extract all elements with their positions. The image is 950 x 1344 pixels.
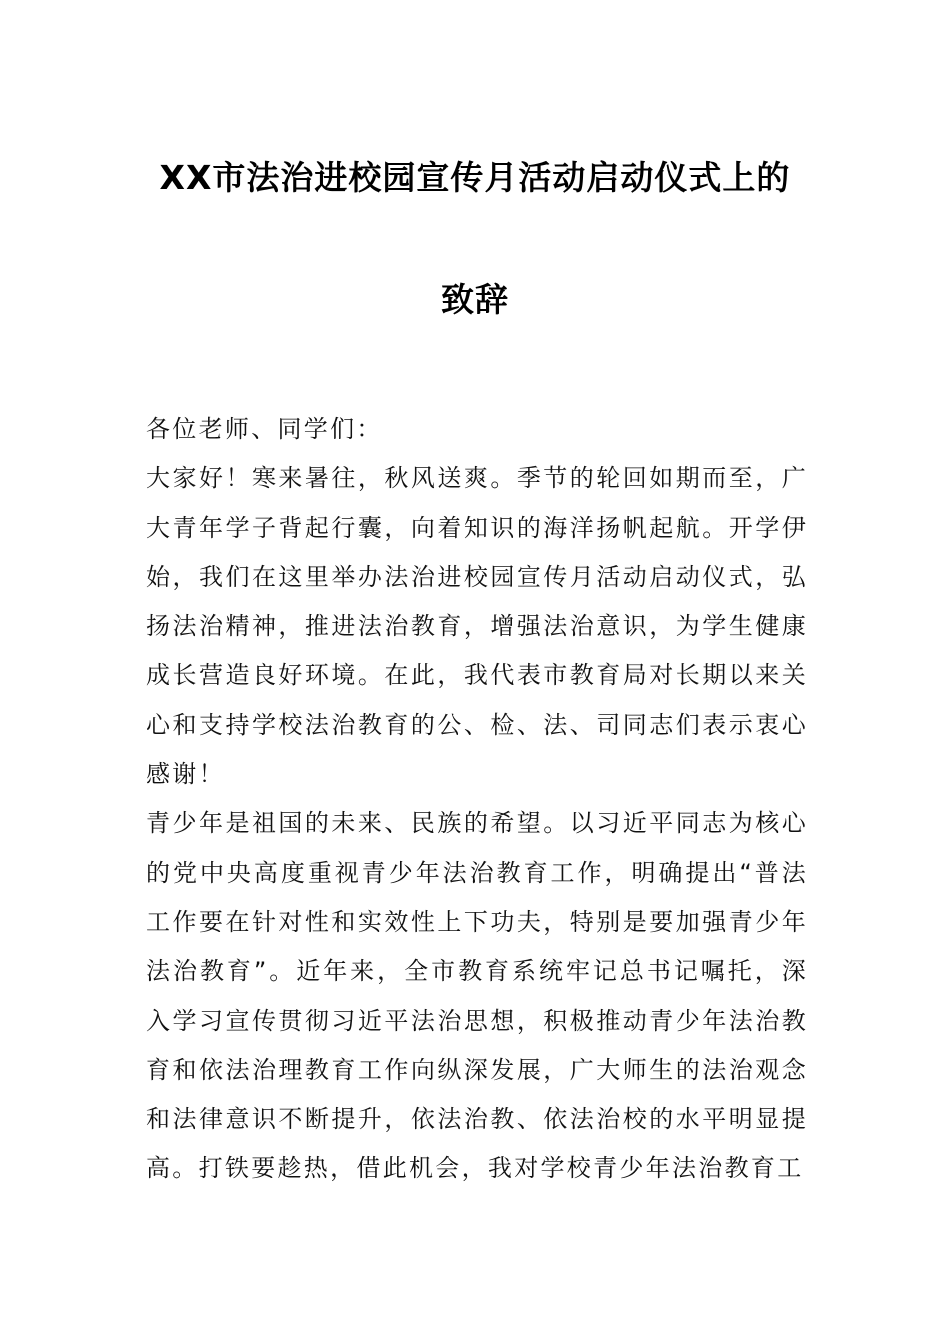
paragraph-2: 青少年是祖国的未来、民族的希望。以习近平同志为核心的党中央高度重视青少年法治教育工作，明确提出“普法工作要在针对性和实效性上下功夫，特别是要加强青少年法治教育”。近年来，全市教育系统牢记总书记嘱托，深入学习宣传贯彻习近平法治思想，积极推动青少年法治教育和依法治理教育工作向纵深发展，广大师生的法治观念和法律意识不断提升，依法治教、依法治校的水平明显提高。打铁要趁热，借此机会，我对学校青少年法治教育工 bbox=[146, 809, 808, 1183]
salutation: 各位老师、同学们： bbox=[146, 415, 383, 443]
paragraph-1: 大家好！寒来暑往，秋风送爽。季节的轮回如期而至，广大青年学子背起行囊，向着知识的海洋扬帆起航。开学伊始，我们在这里举办法治进校园宣传月活动启动仪式，弘扬法治精神，推进法治教育，增强法治意识，为学生健康成长营造良好环境。在此，我代表市教育局对长期以来关心和支持学校法治教育的公、检、法、司同志们表示衷心感谢！ bbox=[146, 464, 808, 789]
document-title-line-1: XX市法治进校园宣传月活动启动仪式上的 bbox=[159, 158, 791, 197]
document-body bbox=[146, 405, 808, 1194]
document-title-line-2: 致辞 bbox=[441, 280, 509, 319]
